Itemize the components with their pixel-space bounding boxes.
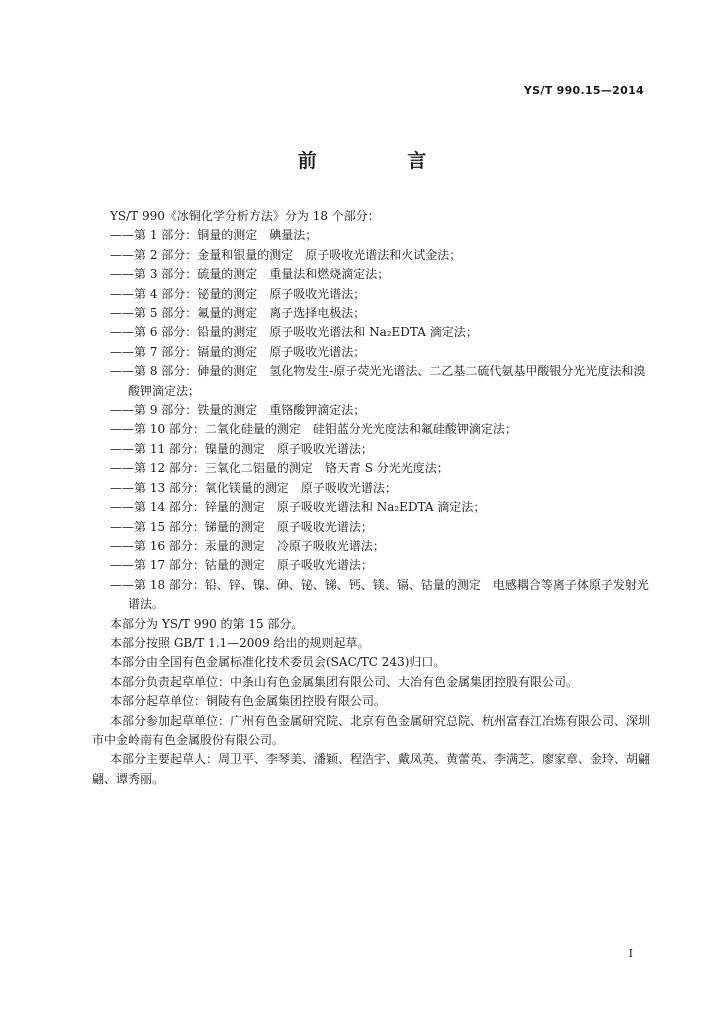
list-item: ——第 8 部分：砷量的测定 氢化物发生-原子荧光光谱法、二乙基二硫代氨基甲酸银分光光度法和溴酸钾滴定法； xyxy=(110,364,646,398)
list-item: ——第 9 部分：铁量的测定 重铬酸钾滴定法； xyxy=(110,403,366,418)
list-item: ——第 13 部分：氧化镁量的测定 原子吸收光谱法； xyxy=(110,480,397,495)
standard-code: YS/T 990.15—2014 xyxy=(523,84,644,97)
list-item: ——第 16 部分：汞量的测定 冷原子吸收光谱法； xyxy=(110,538,385,553)
list-item: ——第 14 部分：锌量的测定 原子吸收光谱法和 Na₂EDTA 滴定法； xyxy=(110,500,486,515)
statement-paragraph: 本部分参加起草单位：广州有色金属研究院、北京有色金属研究总院、杭州富春江冶炼有限公司、深圳市中金岭南有色金属股份有限公司。 xyxy=(92,713,651,747)
list-item: ——第 4 部分：铋量的测定 原子吸收光谱法； xyxy=(110,286,366,301)
list-item: ——第 7 部分：镉量的测定 原子吸收光谱法； xyxy=(110,344,366,359)
statement-paragraph: 本部分起草单位：铜陵有色金属集团控股有限公司。 xyxy=(110,694,387,709)
statement-paragraph: 本部分由全国有色金属标准化技术委员会(SAC/TC 243)归口。 xyxy=(110,655,446,670)
list-item: ——第 2 部分：金量和银量的测定 原子吸收光谱法和火试金法； xyxy=(110,247,462,262)
list-item: ——第 18 部分：铅、锌、镍、砷、铋、锑、钙、镁、镉、钴量的测定 电感耦合等离子体原子发射光谱法。 xyxy=(110,577,649,612)
list-item: ——第 6 部分：铅量的测定 原子吸收光谱法和 Na₂EDTA 滴定法； xyxy=(110,325,478,340)
list-item: ——第 1 部分：铜量的测定 碘量法； xyxy=(110,228,318,243)
parts-list xyxy=(92,226,652,614)
page-number: I xyxy=(628,947,633,960)
statement-paragraph: 本部分按照 GB/T 1.1—2009 给出的规则起草。 xyxy=(110,635,370,650)
list-item: ——第 15 部分：锑量的测定 原子吸收光谱法； xyxy=(110,519,373,534)
list-item: ——第 17 部分：钴量的测定 原子吸收光谱法； xyxy=(110,558,373,573)
statement-paragraph: 本部分主要起草人：周卫平、李琴美、潘颖、程浩宇、戴凤英、黄蕾英、李满芝、廖家章、金玲、胡翩翩、谭秀丽。 xyxy=(92,752,651,786)
list-item: ——第 10 部分：二氧化硅量的测定 硅钼蓝分光光度法和氟硅酸钾滴定法； xyxy=(110,422,517,437)
list-item: ——第 12 部分：三氧化二铝量的测定 铬天青 S 分光光度法； xyxy=(110,461,449,476)
list-item: ——第 11 部分：镍量的测定 原子吸收光谱法； xyxy=(110,441,373,456)
intro-line: YS/T 990《冰铜化学分析方法》分为 18 个部分： xyxy=(110,209,380,223)
page-title: 前 言 xyxy=(297,150,469,172)
list-item: ——第 5 部分：氟量的测定 离子选择电极法； xyxy=(110,306,366,321)
list-item: ——第 3 部分：硫量的测定 重量法和燃烧滴定法； xyxy=(110,267,390,282)
statement-paragraph: 本部分负责起草单位：中条山有色金属集团有限公司、大冶有色金属集团控股有限公司。 xyxy=(110,674,579,689)
statements xyxy=(92,615,652,790)
foreword-body xyxy=(92,207,652,789)
statement-paragraph: 本部分为 YS/T 990 的第 15 部分。 xyxy=(110,616,304,631)
